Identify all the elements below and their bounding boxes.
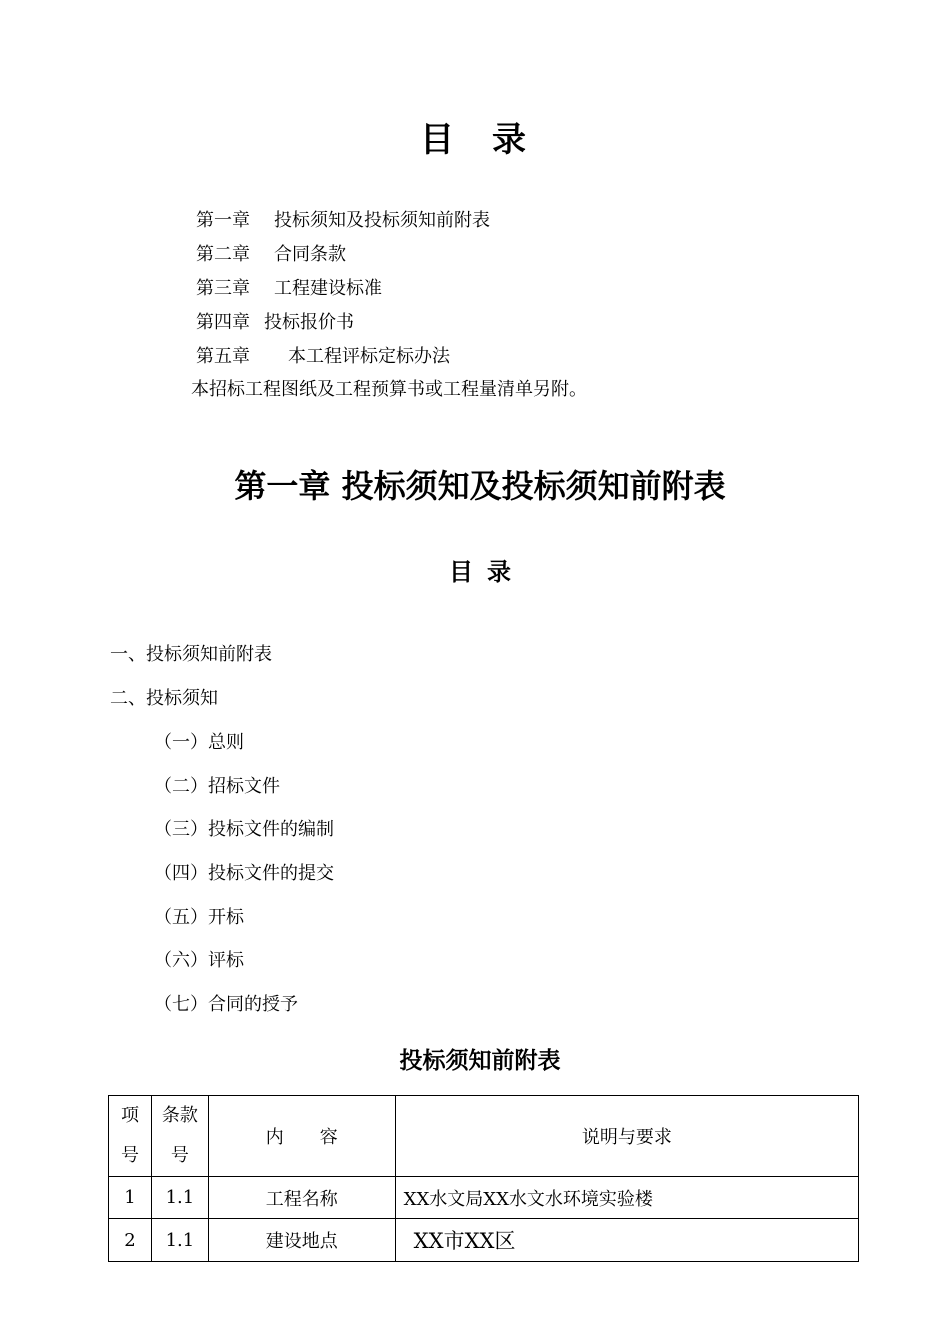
toc-item-5[interactable] bbox=[196, 342, 450, 368]
cell-description: XX水文局XX水文水环境实验楼 bbox=[395, 1177, 858, 1219]
chapter-list-subitem[interactable]: （六）评标 bbox=[154, 950, 244, 971]
toc-item-3[interactable] bbox=[196, 274, 382, 300]
cell-clause-no: 1.1 bbox=[151, 1177, 208, 1219]
chapter-list-subitem[interactable]: （五）开标 bbox=[154, 907, 244, 928]
toc-chapter-name: 投标报价书 bbox=[264, 312, 354, 333]
cell-item-no: 2 bbox=[109, 1219, 152, 1262]
header-clause-no-line1: 条款 bbox=[161, 1105, 198, 1126]
table-row bbox=[109, 1219, 859, 1262]
toc-item-1[interactable] bbox=[196, 206, 490, 232]
table-row bbox=[109, 1177, 859, 1219]
header-item-no bbox=[109, 1096, 152, 1177]
chapter-title: 第一章 投标须知及投标须知前附表 bbox=[234, 467, 726, 505]
chapter-list-subitem[interactable]: （三）投标文件的编制 bbox=[154, 819, 334, 840]
toc-chapter-number: 第四章 bbox=[196, 312, 250, 333]
chapter-list-item[interactable]: 二、投标须知 bbox=[110, 688, 218, 709]
cell-item-no: 1 bbox=[109, 1177, 152, 1219]
toc-chapter-number: 第二章 bbox=[196, 244, 250, 265]
table-header-row bbox=[109, 1096, 859, 1177]
front-table bbox=[108, 1095, 859, 1262]
chapter-list-subitem[interactable]: （四）投标文件的提交 bbox=[154, 863, 334, 884]
toc-title bbox=[0, 112, 950, 161]
chapter-list-item[interactable]: 一、投标须知前附表 bbox=[110, 644, 272, 665]
cell-clause-no: 1.1 bbox=[151, 1219, 208, 1262]
header-description: 说明与要求 bbox=[395, 1096, 858, 1177]
toc-title-char1: 目 bbox=[420, 120, 458, 160]
toc-title-char2: 录 bbox=[492, 120, 530, 160]
chapter-list-subitem[interactable]: （一）总则 bbox=[154, 732, 244, 753]
chapter-toc-title bbox=[0, 552, 950, 587]
toc-chapter-number: 第五章 bbox=[196, 346, 250, 367]
toc-item-4[interactable] bbox=[196, 308, 354, 334]
toc-chapter-name: 本工程评标定标办法 bbox=[288, 346, 450, 367]
cell-content: 建设地点 bbox=[208, 1219, 395, 1262]
header-item-no-line2: 号 bbox=[120, 1145, 139, 1166]
toc-item-2[interactable] bbox=[196, 240, 346, 266]
header-clause-no bbox=[151, 1096, 208, 1177]
toc-note: 本招标工程图纸及工程预算书或工程量清单另附。 bbox=[191, 379, 587, 400]
toc-chapter-number: 第三章 bbox=[196, 278, 250, 299]
cell-content: 工程名称 bbox=[208, 1177, 395, 1219]
toc-chapter-number: 第一章 bbox=[196, 210, 250, 231]
header-item-no-line1: 项 bbox=[120, 1105, 139, 1126]
toc-chapter-name: 合同条款 bbox=[274, 244, 346, 265]
front-table-title: 投标须知前附表 bbox=[399, 1047, 561, 1074]
chapter-list-subitem[interactable]: （二）招标文件 bbox=[154, 776, 280, 797]
chapter-toc-title-char1: 目 bbox=[449, 557, 473, 586]
header-content: 内 容 bbox=[208, 1096, 395, 1177]
chapter-list-subitem[interactable]: （七）合同的授予 bbox=[154, 994, 298, 1015]
toc-chapter-name: 工程建设标准 bbox=[274, 278, 382, 299]
header-clause-no-line2: 号 bbox=[170, 1145, 189, 1166]
toc-chapter-name: 投标须知及投标须知前附表 bbox=[274, 210, 490, 231]
cell-description: XX市XX区 bbox=[395, 1219, 858, 1262]
chapter-toc-title-char2: 录 bbox=[487, 557, 511, 586]
